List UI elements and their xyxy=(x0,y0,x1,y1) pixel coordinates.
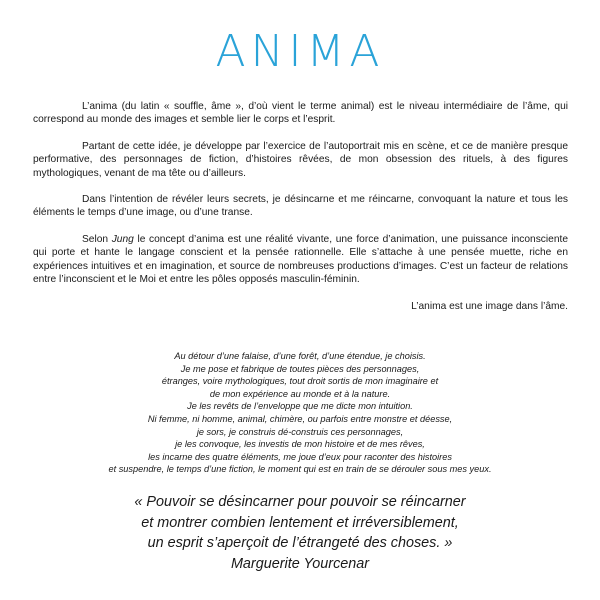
poem-line: de mon expérience au monde et à la nature. xyxy=(209,388,391,399)
paragraph-3: Dans l’intention de révéler leurs secrets, je désincarne et me réincarne, convoquant la nature et tous les éléments le temps d’une image, ou d’une transe. xyxy=(33,194,568,219)
poem-line: Je me pose et fabrique de toutes pièces des personnages, xyxy=(180,363,420,374)
poem-line: Au détour d’une falaise, d’une forêt, d’une étendue, je choisis. xyxy=(174,351,426,361)
paragraph-4-after: le concept d’anima est une réalité vivante, une force d’animation, une puissance inconsciente qui porte et hante le langage conscient et la pensée rationnelle. Elle s’attache à une pensée muette, riche en expériences intuitives et en imagination, et source de nombreuses productions d’images. C’est un facteur de relations entre l’inconscient et le Moi et entre les pôles opposés masculin-féminin. xyxy=(33,233,568,286)
poem-line: Ni femme, ni homme, animal, chimère, ou parfois entre monstre et déesse, xyxy=(147,413,453,424)
quote-line: et montrer combien lentement et irréversiblement, xyxy=(141,514,459,531)
paragraph-1: L’anima (du latin « souffle, âme », d’où vient le terme animal) est le niveau intermédiaire de l’âme, qui correspond au monde des images et semble lier le corps et l’esprit. xyxy=(33,101,568,126)
quote xyxy=(0,492,600,574)
paragraph-2: Partant de cette idée, je développe par l’exercice de l’autoportrait mis en scène, et ce de manière presque performative, des personnages de fiction, d’histoires rêvées, de mon obsession des rituels, à des figures mythologiques, venant de ma tête ou d’ailleurs. xyxy=(33,140,568,179)
paragraph-4 xyxy=(33,233,568,287)
poem-line: et suspendre, le temps d’une fiction, le moment qui est en train de se dérouler sous mes yeux. xyxy=(108,464,492,475)
quote-line: « Pouvoir se désincarner pour pouvoir se réincarner xyxy=(134,494,466,510)
poem-line: Je les revêts de l’enveloppe que me dicte mon intuition. xyxy=(187,401,413,412)
quote-line: un esprit s’aperçoit de l’étrangeté des choses. » xyxy=(147,535,453,551)
paragraph-4-before: Selon xyxy=(82,233,112,245)
page-title: ANIMA xyxy=(215,26,385,77)
closing-line: L’anima est une image dans l’âme. xyxy=(411,301,568,313)
poem-line: étranges, voire mythologiques, tout droit sortis de mon imaginaire et xyxy=(161,376,439,387)
paragraph-4-name: Jung xyxy=(111,233,134,245)
poem xyxy=(0,350,600,476)
quote-author: Marguerite Yourcenar xyxy=(230,555,370,572)
poem-line: je sors, je construis dé-construis ces personnages, xyxy=(196,426,404,437)
poem-line: je les convoque, les investis de mon histoire et de mes rêves, xyxy=(175,439,425,450)
poem-line: les incarne des quatre éléments, me joue d’eux pour raconter des histoires xyxy=(148,451,452,462)
body-text xyxy=(33,100,568,327)
